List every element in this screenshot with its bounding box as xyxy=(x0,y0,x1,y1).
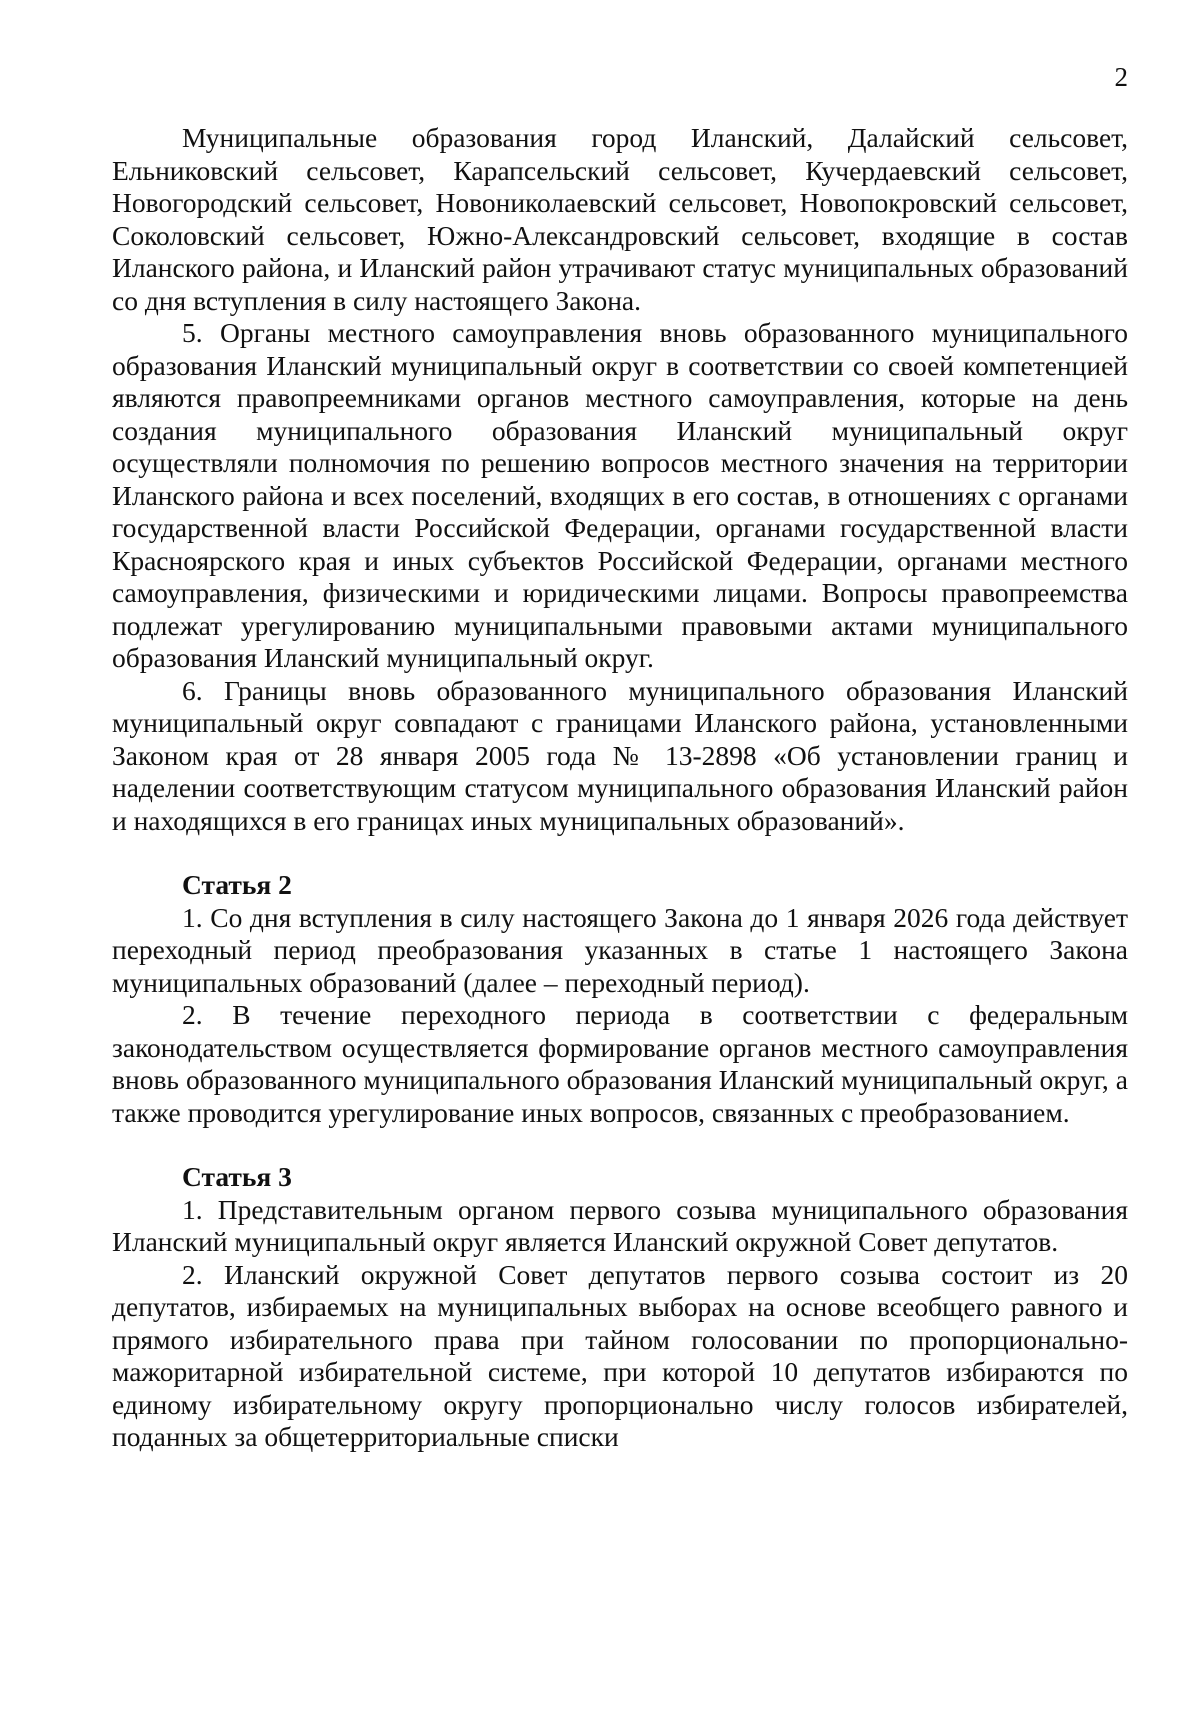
section-spacer xyxy=(112,1129,1128,1161)
paragraph-item-5: 5. Органы местного самоуправления вновь образованного муниципального образования Иланский муниципальный округ в соответствии со своей компетенцией являются правопреемниками органов местного самоуправления, которые на день создания муниципального образования Иланский муниципальный округ осуществляли полномочия по решению вопросов местного значения на территории Иланского района и всех поселений, входящих в его состав, в отношениях с органами государственной власти Российской Федерации, органами государственной власти Красноярского края и иных субъектов Российской Федерации, органами местного самоуправления, физическими и юридическими лицами. Вопросы правопреемства подлежат урегулированию муниципальными правовыми актами муниципального образования Иланский муниципальный округ. xyxy=(112,317,1128,673)
article-3-paragraph-1: 1. Представительным органом первого созыва муниципального образования Иланский муниципальный округ является Иланский окружной Совет депутатов. xyxy=(112,1193,1128,1257)
section-spacer xyxy=(112,837,1128,869)
article-2-paragraph-2: 2. В течение переходного периода в соответствии с федеральным законодательством осуществляется формирование органов местного самоуправления вновь образованного муниципального образования Иланский муниципальный округ, а также проводится урегулирование иных вопросов, связанных с преобразованием. xyxy=(112,999,1128,1128)
article-2-paragraph-1: 1. Со дня вступления в силу настоящего Закона до 1 января 2026 года действует переходный период преобразования указанных в статье 1 настоящего Закона муниципальных образований (далее – переходный период). xyxy=(112,901,1128,998)
document-body xyxy=(112,122,1128,1454)
page-number: 2 xyxy=(1114,62,1128,92)
article-3-heading: Статья 3 xyxy=(182,1161,292,1192)
paragraph-item-6: 6. Границы вновь образованного муниципального образования Иланский муниципальный округ совпадают с границами Иланского района, установленными Законом края от 28 января 2005 года № 13-2898 «Об установлении границ и наделении соответствующим статусом муниципального образования Иланский район и находящихся в его границах иных муниципальных образований». xyxy=(112,674,1128,836)
article-2-heading: Статья 2 xyxy=(182,869,292,900)
paragraph-municipalities-status: Муниципальные образования город Иланский, Далайский сельсовет, Ельниковский сельсовет, Карапсельский сельсовет, Кучердаевский сельсовет, Новогородский сельсовет, Новониколаевский сельсовет, Новопокровский сельсовет, Соколовский сельсовет, Южно-Александровский сельсовет, входящие в состав Иланского района, и Иланский район утрачивают статус муниципальных образований со дня вступления в силу настоящего Закона. xyxy=(112,122,1128,316)
article-3-paragraph-2: 2. Иланский окружной Совет депутатов первого созыва состоит из 20 депутатов, избираемых на муниципальных выборах на основе всеобщего равного и прямого избирательного права при тайном голосовании по пропорционально-мажоритарной избирательной системе, при которой 10 депутатов избираются по единому избирательному округу пропорционально числу голосов избирателей, поданных за общетерриториальные списки xyxy=(112,1258,1128,1452)
